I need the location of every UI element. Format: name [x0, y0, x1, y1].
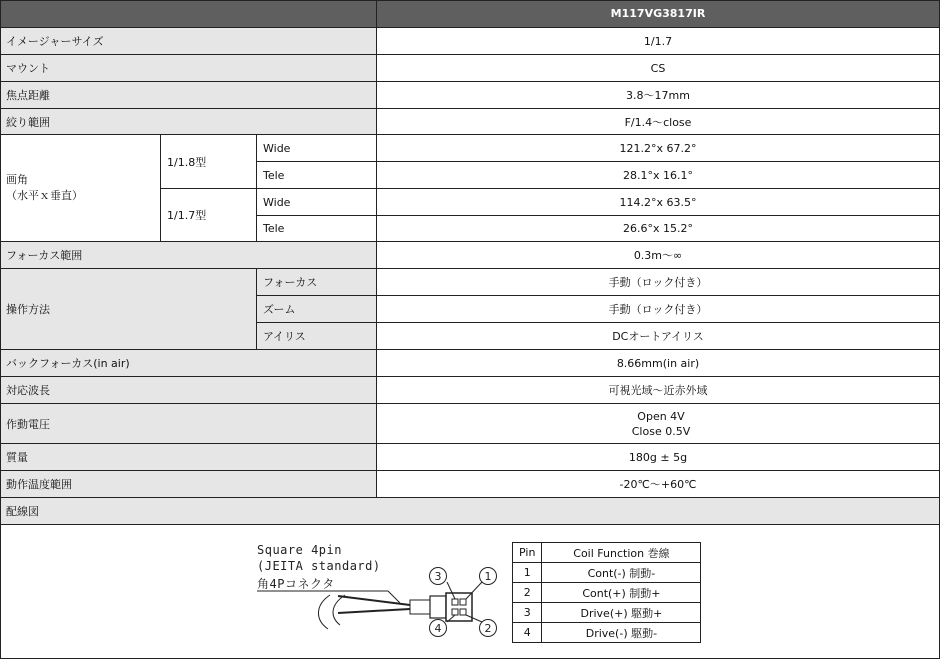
connector-body	[430, 596, 446, 618]
pin-function: Drive(-) 駆動-	[542, 623, 701, 643]
angle-wide-label-1: Wide	[257, 135, 377, 162]
connector-pin-2	[460, 609, 466, 615]
value-voltage	[377, 404, 940, 444]
angle-tele-label-2: Tele	[257, 216, 377, 242]
value-back-focus: 8.66mm(in air)	[377, 350, 940, 377]
label-leader-diagonal	[388, 591, 400, 603]
pin-function: Cont(+) 制動+	[542, 583, 701, 603]
label-back-focus: バックフォーカス(in air)	[0, 350, 377, 377]
pin-callout-label-3: 3	[434, 570, 442, 583]
cable-sleeve	[410, 600, 430, 614]
pin-number: 3	[513, 603, 542, 623]
label-focal-length: 焦点距離	[0, 82, 377, 109]
callout-line-1	[466, 582, 482, 599]
label-aperture: 絞り範囲	[0, 109, 377, 135]
operation-iris-value: DCオートアイリス	[377, 323, 940, 350]
model-header: M117VG3817IR	[377, 0, 940, 28]
angle-tele-value-2: 26.6°x 15.2°	[377, 216, 940, 242]
value-focus-range: 0.3m～∞	[377, 242, 940, 269]
pin-number: 2	[513, 583, 542, 603]
value-image-size: 1/1.7	[377, 28, 940, 55]
operation-iris-label: アイリス	[257, 323, 377, 350]
label-angle-line1: 画角	[6, 173, 28, 186]
pin-number: 1	[513, 563, 542, 583]
connector-pin-3	[452, 599, 458, 605]
angle-wide-label-2: Wide	[257, 189, 377, 216]
angle-wide-value-2: 114.2°x 63.5°	[377, 189, 940, 216]
pin-function: Cont(-) 制動-	[542, 563, 701, 583]
operation-zoom-value: 手動（ロック付き）	[377, 296, 940, 323]
pin-callout-label-1: 1	[484, 570, 492, 583]
wiring-diagram	[0, 525, 940, 659]
cable-curve-inner	[333, 595, 345, 625]
pin-table-header-row	[513, 543, 701, 563]
header-blank-cell	[0, 0, 377, 28]
connector-text-line1: Square 4pin	[257, 543, 342, 557]
connector-text-line2: (JEITA standard)	[257, 559, 381, 573]
value-aperture: F/1.4～close	[377, 109, 940, 135]
pin-callout-label-2: 2	[484, 622, 492, 635]
label-operation: 操作方法	[0, 269, 257, 350]
label-temperature: 動作温度範囲	[0, 471, 377, 498]
label-weight: 質量	[0, 444, 377, 471]
pin-table-row	[513, 583, 701, 603]
value-weight: 180g ± 5g	[377, 444, 940, 471]
connector-drawing	[0, 525, 512, 659]
value-wavelength: 可視光域～近赤外域	[377, 377, 940, 404]
value-focal-length: 3.8～17mm	[377, 82, 940, 109]
angle-tele-label-1: Tele	[257, 162, 377, 189]
cable-line-upper	[338, 596, 410, 605]
pin-function-table	[512, 542, 701, 643]
pin-table-row	[513, 563, 701, 583]
angle-size-1: 1/1.8型	[161, 135, 257, 189]
pin-table-row	[513, 603, 701, 623]
value-voltage-open: Open 4V	[637, 409, 685, 423]
label-focus-range: フォーカス範囲	[0, 242, 377, 269]
pin-table-row	[513, 623, 701, 643]
angle-tele-value-1: 28.1°x 16.1°	[377, 162, 940, 189]
pin-number: 4	[513, 623, 542, 643]
operation-focus-label: フォーカス	[257, 269, 377, 296]
value-temperature: -20℃～+60℃	[377, 471, 940, 498]
cable-curve-outer	[318, 595, 330, 629]
cable-line-lower	[338, 609, 410, 613]
angle-wide-value-1: 121.2°x 67.2°	[377, 135, 940, 162]
angle-size-2: 1/1.7型	[161, 189, 257, 242]
label-wiring: 配線図	[0, 498, 940, 525]
connector-pin-1	[460, 599, 466, 605]
pin-function: Drive(+) 駆動+	[542, 603, 701, 623]
label-angle	[0, 135, 161, 242]
label-wavelength: 対応波長	[0, 377, 377, 404]
operation-zoom-label: ズーム	[257, 296, 377, 323]
value-mount: CS	[377, 55, 940, 82]
operation-focus-value: 手動（ロック付き）	[377, 269, 940, 296]
label-voltage: 作動電圧	[0, 404, 377, 444]
label-mount: マウント	[0, 55, 377, 82]
pin-callout-label-4: 4	[434, 622, 442, 635]
connector-pin-4	[452, 609, 458, 615]
value-voltage-close: Close 0.5V	[631, 424, 691, 438]
pin-table-header-function: Coil Function 巻線	[542, 543, 701, 563]
connector-text-line3: 角4Pコネクタ	[257, 577, 335, 591]
pin-table-header-pin: Pin	[513, 543, 542, 563]
label-angle-line2: （水平ｘ垂直）	[6, 189, 83, 202]
label-image-size: イメージャーサイズ	[0, 28, 377, 55]
